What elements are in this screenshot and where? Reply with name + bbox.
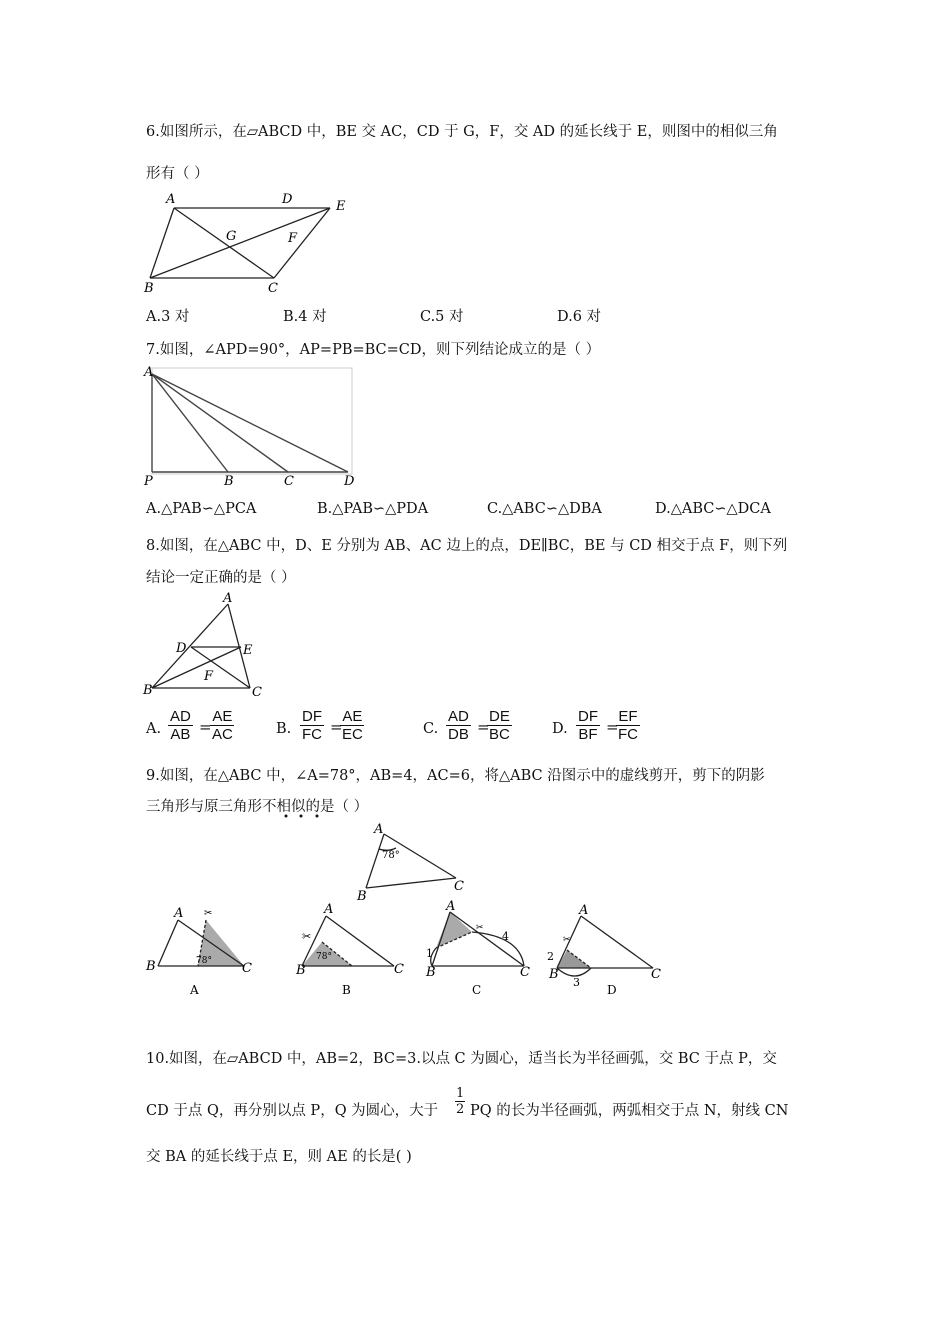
q9-text-line2: 三角形与原三角形不相似的是（ ）: [146, 799, 369, 815]
q8-label-a: A: [223, 591, 233, 606]
q6-label-a: A: [166, 192, 176, 207]
q9-figure-c-len1: 1: [426, 947, 433, 960]
q9-main-figure: [352, 822, 472, 902]
q9-figure-b[interactable]: [290, 902, 415, 997]
q8-option-d-equals: =: [606, 718, 619, 736]
q8-option-c-frac1: $\frac{AD}{DB}$: [448, 708, 469, 743]
q9-figure-d-scissors-icon: ✂: [563, 935, 571, 945]
q7-option-d[interactable]: D.△ABC∽△DCA: [655, 501, 771, 517]
q9-figure-d[interactable]: [545, 902, 670, 997]
q7-option-b[interactable]: B.△PAB∽△PDA: [317, 501, 429, 517]
q8-label-b: B: [143, 683, 153, 698]
q9-main-label-c: C: [454, 879, 464, 894]
q8-option-a-frac2: $\frac{AE}{AC}$: [212, 708, 233, 743]
q10-half-fraction: $\frac{1}{2}$: [456, 1086, 465, 1117]
q7-label-b: B: [224, 474, 234, 489]
q9-figure-b-label-a: A: [324, 902, 334, 917]
q6-figure: [140, 190, 370, 300]
q9-figure-a[interactable]: [140, 902, 260, 997]
q6-option-d[interactable]: D.6 对: [557, 309, 602, 325]
q8-option-b-frac2: $\frac{AE}{EC}$: [342, 708, 363, 743]
q8-option-c-frac2: $\frac{DE}{BC}$: [489, 708, 510, 743]
q6-label-f: F: [288, 231, 298, 246]
q9-text-line1: 9.如图，在△ABC 中，∠A=78°，AB=4，AC=6，将△ABC 沿图示中的虚线剪开，剪下的阴影: [146, 768, 765, 784]
q9-figure-c[interactable]: [420, 899, 545, 997]
q9-figure-c-label-c: C: [520, 965, 530, 980]
q9-figure-a-caption: A: [190, 983, 199, 997]
q9-figure-d-label-a: A: [579, 903, 589, 918]
q9-figure-a-label-a: A: [174, 906, 184, 921]
q8-option-c-equals: =: [477, 718, 490, 736]
q8-option-b-frac1: $\frac{DF}{FC}$: [302, 708, 322, 743]
q8-option-b-prefix[interactable]: B.: [276, 721, 292, 737]
q8-option-d-prefix[interactable]: D.: [552, 721, 568, 737]
q9-figure-a-label-c: C: [242, 961, 252, 976]
q9-figure-b-scissors-icon: ✂: [302, 930, 312, 943]
q8-figure: [140, 592, 270, 702]
q8-option-a-prefix[interactable]: A.: [146, 721, 162, 737]
q9-figure-d-len2: 3: [573, 976, 580, 989]
q6-option-b[interactable]: B.4 对: [283, 309, 327, 325]
q8-label-e: E: [243, 643, 253, 658]
q9-figure-c-scissors-icon: ✂: [476, 923, 484, 933]
q9-figure-c-caption: C: [472, 983, 482, 997]
q9-figure-a-label-b: B: [146, 959, 156, 974]
q9-figure-b-angle: 78°: [316, 952, 332, 962]
q9-figure-d-len1: 2: [547, 950, 554, 963]
q6-label-c: C: [268, 281, 278, 296]
q8-label-f: F: [204, 669, 214, 684]
q8-option-a-equals: =: [199, 718, 212, 736]
q7-option-c[interactable]: C.△ABC∽△DBA: [487, 501, 602, 517]
q8-label-c: C: [252, 685, 262, 700]
q9-emphasis-dots: [280, 812, 330, 822]
q10-text-line2b: PQ 的长为半径画弧，两弧相交于点 N，射线 CN: [470, 1103, 789, 1119]
q8-option-a-frac1: $\frac{AD}{AB}$: [170, 708, 191, 743]
q9-figure-b-caption: B: [342, 983, 351, 997]
q9-figure-a-angle: 78°: [196, 956, 212, 966]
q9-figure-d-caption: D: [607, 983, 617, 997]
q9-main-angle: 78°: [382, 850, 400, 861]
q9-figure-c-label-b: B: [426, 965, 436, 980]
q6-text-line1: 6.如图所示，在▱ABCD 中，BE 交 AC，CD 于 G，F，交 AD 的延长线于 E，则图中的相似三角: [146, 124, 778, 140]
q8-option-d-frac1: $\frac{DF}{BF}$: [578, 708, 598, 743]
q9-figure-b-label-c: C: [394, 962, 404, 977]
q9-figure-c-len2: 4: [502, 930, 509, 943]
q9-main-label-a: A: [374, 822, 384, 837]
q8-option-b-equals: =: [330, 718, 343, 736]
q7-option-a[interactable]: A.△PAB∽△PCA: [146, 501, 257, 517]
q6-label-b: B: [144, 281, 154, 296]
q9-figure-c-label-a: A: [446, 899, 456, 914]
q6-label-e: E: [336, 199, 346, 214]
q9-figure-b-label-b: B: [296, 963, 306, 978]
q8-label-d: D: [176, 641, 187, 656]
q9-figure-d-label-c: C: [651, 967, 661, 982]
q6-option-a[interactable]: A.3 对: [146, 309, 190, 325]
q6-text-line2: 形有（ ）: [146, 166, 209, 182]
q9-figure-d-label-b: B: [549, 967, 559, 982]
q6-label-d: D: [282, 192, 293, 207]
q7-figure: [140, 362, 360, 490]
q8-text-line1: 8.如图，在△ABC 中，D、E 分别为 AB、AC 边上的点，DE∥BC，BE 与 CD 相交于点 F，则下列: [146, 538, 788, 554]
q6-option-c[interactable]: C.5 对: [420, 309, 464, 325]
q7-text-line1: 7.如图，∠APD=90°，AP=PB=BC=CD，则下列结论成立的是（ ）: [146, 342, 601, 358]
q8-option-c-prefix[interactable]: C.: [423, 721, 439, 737]
q9-figure-a-scissors-icon: ✂: [204, 908, 213, 919]
q6-label-g: G: [226, 229, 237, 244]
q9-main-label-b: B: [357, 889, 367, 904]
q7-label-p: P: [144, 474, 153, 489]
q10-text-line3: 交 BA 的延长线于点 E，则 AE 的长是( ): [146, 1149, 412, 1165]
q10-text-line2a: CD 于点 Q，再分别以点 P，Q 为圆心，大于: [146, 1103, 439, 1119]
q7-label-a: A: [144, 365, 154, 380]
q8-text-line2: 结论一定正确的是（ ）: [146, 570, 296, 586]
q8-option-d-frac2: $\frac{EF}{FC}$: [618, 708, 638, 743]
q7-label-c: C: [284, 474, 294, 489]
q10-text-line1: 10.如图，在▱ABCD 中，AB=2，BC=3.以点 C 为圆心，适当长为半径画弧，交 BC 于点 P，交: [146, 1051, 777, 1067]
q7-label-d: D: [344, 474, 355, 489]
